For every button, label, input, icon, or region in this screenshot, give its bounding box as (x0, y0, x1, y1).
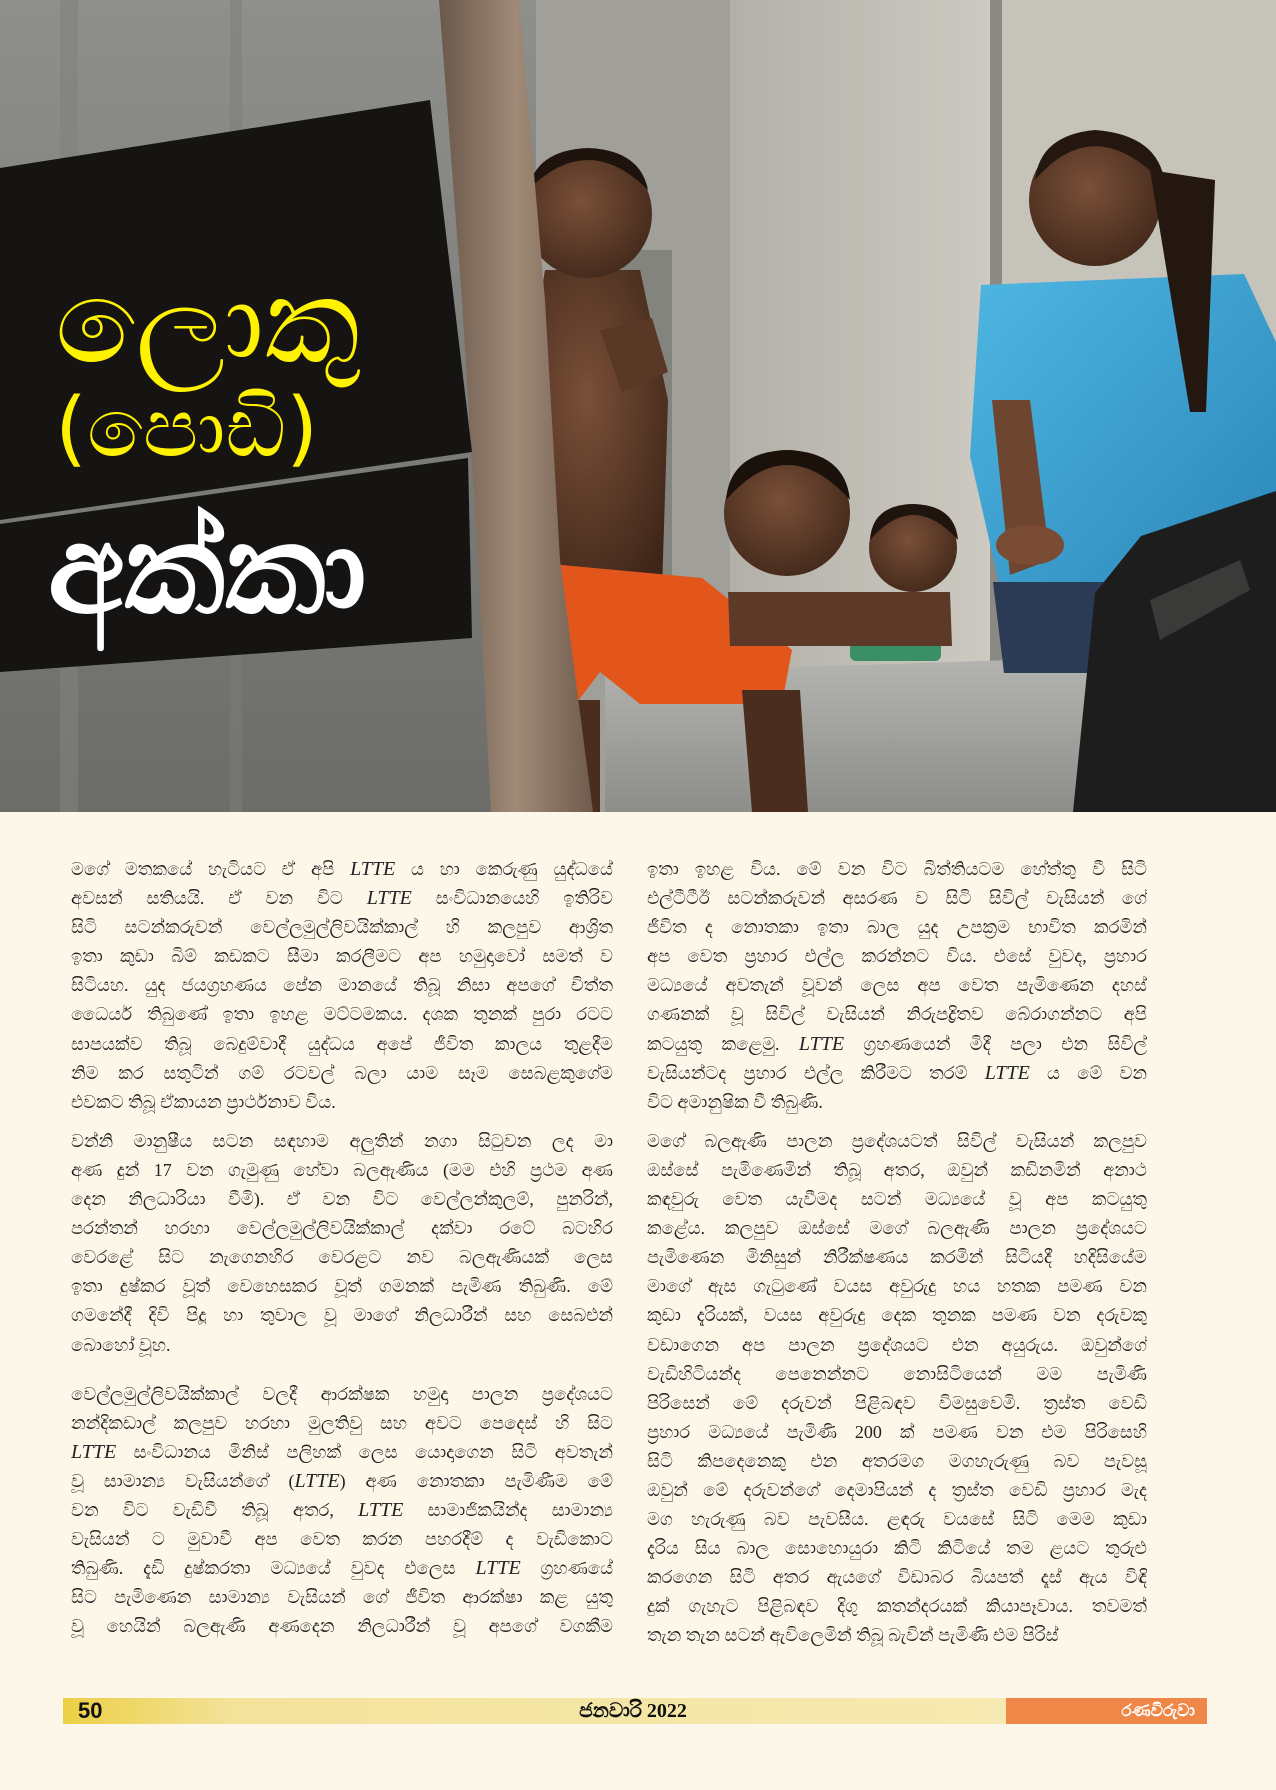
text-line: සාපයක්ව තිබූ බෙදුම්වාදී යුද්ධය අපේ ජීවිත කාලය තුළදීම (71, 1033, 613, 1054)
text-line: සිටියහ. යුද ජයග්‍රහණය පේන මානයේ තිබූ නිසා අපගේ චිත්ත (71, 975, 613, 996)
text-line: කරගෙන සිටි අතර ඇයගේ විඩාබර බියපත් දෑස් ඇය විඳි (647, 1567, 1147, 1588)
text-line: වැසියන්ටද ප්‍රහාර එල්ල කිරීමට තරම් LTTE ය මේ වන (647, 1061, 1147, 1084)
paragraph (71, 1127, 613, 1360)
text-line: එවකට තිබූ ඒකායන ප්‍රාර්ථනාව විය. (71, 1091, 336, 1112)
text-line: වෙරළේ සිට නැගෙනහිර වෙරළට නව බලඇණියක් ලෙස (71, 1247, 613, 1268)
text-line: කළේය. කලපුව ඔස්සේ මගේ බලඇණි පාලන ප්‍රදේශයට (647, 1218, 1147, 1239)
text-line: වූ සාමාන්‍ය වැසියන්ගේ (LTTE) අණ නොතකා පැමිණීම මේ (71, 1469, 613, 1492)
article-column-right (647, 855, 1147, 1651)
text-line: සිට පැමිණෙන සාමාන්‍ය වැසියන් ගේ ජීවිත ආරක්ෂා කළ යුතු (71, 1587, 613, 1608)
text-line: LTTE සංවිධානය මිනිස් පලිහක් ලෙස යොදාගෙන සිටි අවතැන් (71, 1440, 613, 1463)
text-line: කඳවුරු වෙත යැවීමද සටන් මධ්‍යයේ වූ අප කටයුතු (647, 1189, 1147, 1210)
text-line: විට අමානුෂික වී තිබුණි. (647, 1091, 823, 1112)
text-line: අප වෙත ප්‍රහාර එල්ල කරන්නට විය. එසේ වුවද, ප්‍රහාර (647, 946, 1147, 967)
latin-term: LTTE (294, 1469, 340, 1492)
text-line: වන විට වැඩිවී තිබූ අතර, LTTE සාමාජිකයින්ද සාමාන්‍ය (71, 1498, 613, 1521)
latin-term: LTTE (71, 1440, 117, 1463)
text-line: ගමනේදී දිවි පිදූ හා තුවාල වූ මාගේ නිලධාරීන් සහ සෙබළුන් (71, 1305, 613, 1326)
text-line: වැසියන් ට මුවාවී අප වෙත කරන පහරදීම් ද වැඩිකොට (71, 1529, 613, 1550)
text-line: අණ දුන් 17 වන ගැමුණු හේවා බලඇණිය (මම එහි ප්‍රථම අණ (71, 1159, 613, 1180)
text-line: ප්‍රහාර මධ්‍යයේ පැමිණි 200 ක් පමණ වන එම පිරිසෙහි (647, 1421, 1147, 1442)
text-line: ධෛර්ය තිබුණේ ඉතා ඉහළ මට්ටමකය. දශක තුනක් පුරා රටට (71, 1004, 613, 1025)
text-line: ජීවිත ද නොතකා ඉතා බාල යුද උපක්‍රම භාවිත කරමින් (647, 917, 1147, 938)
paragraph (71, 855, 613, 1117)
text-line: පැමිණෙන මිනිසුන් නිරීක්ෂණය කරමින් සිටියදී හදිසියේම (647, 1247, 1147, 1268)
magazine-name: රණවිරුවා (1121, 1701, 1195, 1721)
text-line: සිටි සටන්කරුවන් වෙල්ලමුල්ලිවයික්කාල් හි කලපුව ආශ්‍රිත (71, 917, 613, 938)
text-line: ගණනක් වූ සිවිල් වැසියන් නිරුපද්‍රිතව බේරාගන්නට අපි (647, 1004, 1147, 1025)
text-line: මගේ බලඇණි පාලන ප්‍රදේශයටත් සිවිල් වැසියන් කලපුව (647, 1130, 1147, 1151)
text-line: තැන තැන සටන් ඇවිලෙමින් තිබූ බැවින් පැමිණි එම පිරිස් (647, 1625, 1059, 1646)
paragraph (647, 855, 1147, 1117)
text-line: ඉතා ඉහළ විය. මේ වන විට බිත්තියටම හේත්තු වී සිටි (647, 859, 1147, 879)
page-number: 50 (78, 1698, 103, 1723)
title-line-1: ලොකු (55, 252, 361, 390)
text-line: දැරිය සිය බාල සොහොයුරා කිටි කිටියේ තම ළයට තුරුළු (647, 1538, 1147, 1559)
paragraph (647, 1127, 1147, 1651)
text-line: මගේ මතකයේ හැටියට ඒ අපි LTTE ය හා කෙරුණු යුද්ධයේ (71, 858, 613, 880)
text-line: වන්නි මානුෂීය සටන සඳහාම අලුතින් නගා සිටුවන ලද මා (71, 1130, 613, 1151)
latin-term: LTTE (798, 1032, 845, 1055)
text-line: පිරිසෙන් මේ දරුවන් පිළිබඳව විමසුවෙමි. ත්‍රස්ත වෙඩි (647, 1392, 1147, 1413)
latin-term: LTTE (358, 1498, 404, 1521)
text-line: එල්ටීටීඊ සටන්කරුවන් අසරණ ව සිටි සිවිල් වැසියන් ගේ (647, 888, 1147, 909)
text-line: පරන්තන් හරහා වෙල්ලමුල්ලිවයික්කාල් දක්වා රටේ බටහිර (71, 1218, 613, 1239)
text-line: මධ්‍යයේ අවතැන් වූවන් ලෙස අප වෙත පැමිණෙන දහස් (647, 975, 1147, 996)
text-line: කටයුතු කළෙමු. LTTE ග්‍රහණයෙන් මිදී පලා එන සිවිල් (647, 1032, 1147, 1055)
brand-box (1006, 1698, 1207, 1724)
text-line: කුඩා දැරියක්, වයස අවුරුදු දෙක තුනක පමණ වන දරුවකු (647, 1305, 1147, 1326)
text-line: ඔස්සේ පැමිණෙමින් තිබූ අතර, ඔවුන් කඩිනමින් අනාථ (647, 1159, 1147, 1180)
text-line: නන්දිකඩාල් කලපුව හරහා මුලතිවු සහ අවට පෙදෙස් හි සිට (71, 1412, 613, 1433)
text-line: ඉතා දුෂ්කර වූත් වෙහෙසකර වූත් ගමනක් පැමිණ තිබුණි. මේ (71, 1276, 613, 1297)
text-line: අවසන් සතියයි. ඒ වන විට LTTE සංවිධානයෙහි ඉතිරිව (71, 887, 613, 910)
latin-term: LTTE (475, 1557, 521, 1580)
title-line-3: අක්කා (48, 498, 367, 642)
issue-date: ජනවාරි 2022 (579, 1700, 687, 1722)
text-line: ඉතා කුඩා බිම් කඩකට සීමා කරලීමට අප හමුදාවෝ සමත් ව (71, 946, 613, 967)
latin-term: LTTE (350, 858, 396, 880)
text-line: නිම කර සතුටින් ගම් රටවල් බලා යාම සෑම සෙබළකුගේම (71, 1062, 613, 1083)
text-line: තිබුණි. දැඩි දුෂ්කරතා මධ්‍යයේ වුවද එලෙස LTTE ග්‍රහණයේ (71, 1557, 613, 1580)
title-line-2: (පොඩි) (55, 381, 319, 476)
text-line: බොහෝ වූහ. (71, 1334, 171, 1355)
text-line: ඔවුන් මේ දරුවන්ගේ දෙමාපියන් ද ත්‍රස්ත වෙඩි ප්‍රහාර මැද (647, 1479, 1147, 1500)
text-line: මග හැරුණු බව පැවසීය. ළඳරු වයසේ සිටි මෙම කුඩා (647, 1509, 1147, 1530)
paragraph (71, 1380, 613, 1642)
latin-term: LTTE (366, 887, 412, 910)
text-line: වඩාගෙන අප පාලන ප්‍රදේශයට එන අයුරුය. ඔවුන්ගේ (647, 1334, 1147, 1355)
text-line: වූ හෙයින් බලඇණි අණදෙන නිලධාරීන් වූ අපගේ වගකීම (71, 1616, 613, 1637)
text-line: වැඩිහිටියන්ද පෙනෙන්නට නොසිටියෙන් මම පැමිණි (647, 1363, 1147, 1384)
text-line: මාගේ ඇස ගැටුණේ වයස අවුරුදු හය හතක පමණ වන (647, 1276, 1147, 1297)
text-line: දෙන නිලධාරියා වීමි). ඒ වන විට වෙල්ලන්කුලම්, පුනරින්, (71, 1189, 613, 1210)
text-line: වෙල්ලමුල්ලිවයික්කාල් වලදී ආරක්ෂක හමුදා පාලන ප්‍රදේශයට (71, 1383, 613, 1404)
latin-term: LTTE (984, 1061, 1030, 1084)
text-line: දුක් ගැහැට පිළිබඳව දිගු කතන්දරයක් කියාපෑවාය. තවමත් (647, 1596, 1147, 1617)
article-column-left (71, 855, 613, 1641)
text-line: සිටි කිපදෙනෙකු එන අතරමග මගහැරුණු බව පැවසූ (647, 1450, 1147, 1471)
